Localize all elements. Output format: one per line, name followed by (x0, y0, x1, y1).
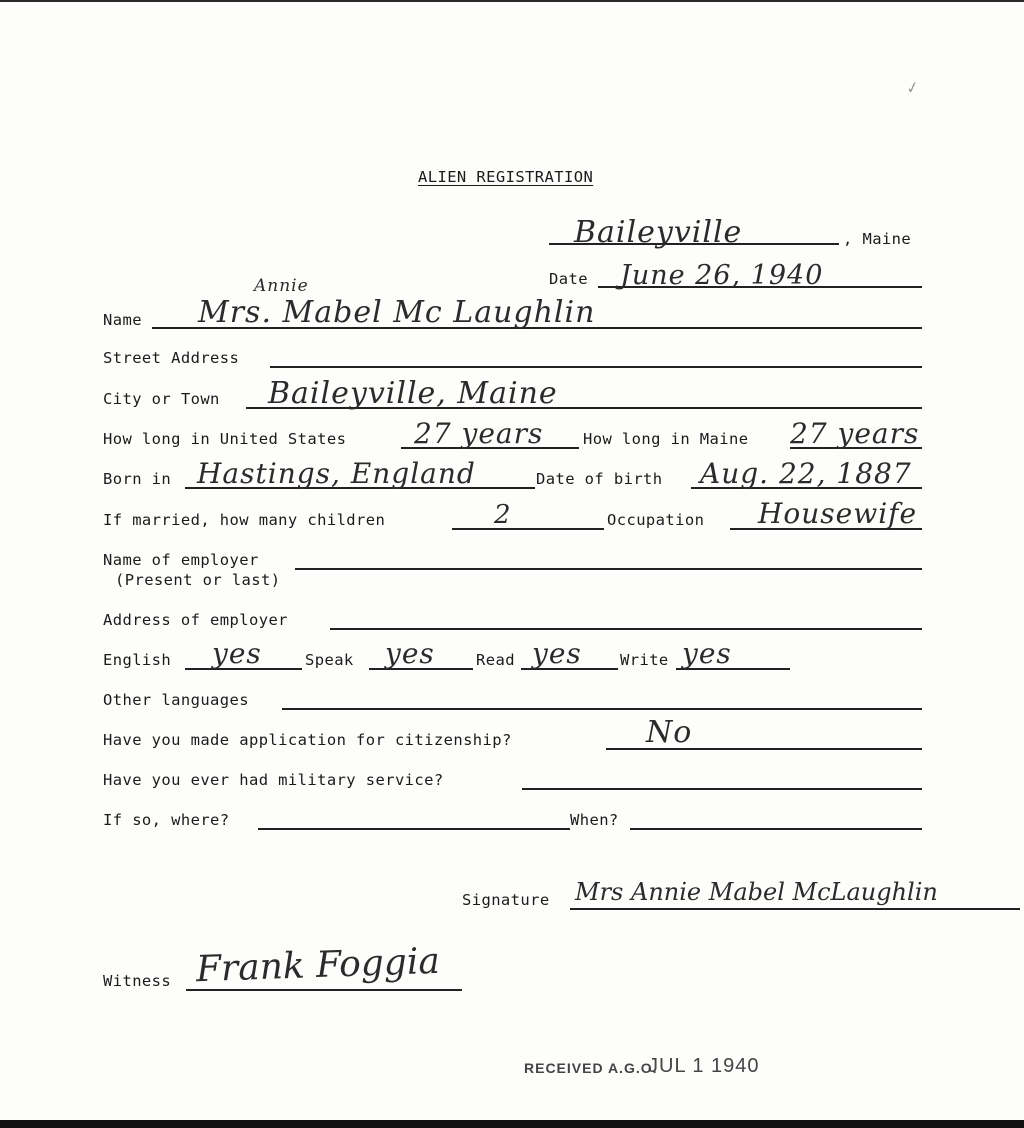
how-long-maine-entry: 27 years (790, 417, 920, 450)
children-entry: 2 (494, 500, 512, 530)
received-stamp-date: JUL 1 1940 (648, 1055, 760, 1077)
dob-entry: Aug. 22, 1887 (700, 457, 912, 490)
city-entry: Baileyville, Maine (268, 376, 558, 411)
how-long-us-entry: 27 years (414, 417, 544, 450)
write-entry: yes (682, 637, 732, 670)
how-long-us-label: How long in United States (103, 430, 347, 448)
town-entry: Baileyville (574, 215, 743, 250)
employer-sub-label: (Present or last) (115, 571, 281, 589)
military-line (522, 788, 922, 790)
born-entry: Hastings, England (197, 457, 476, 490)
when-label: When? (570, 811, 619, 829)
name-insert-entry: Annie (254, 276, 309, 296)
witness-entry: Frank Foggia (195, 940, 441, 991)
employer-label: Name of employer (103, 551, 259, 569)
name-label: Name (103, 311, 142, 329)
received-stamp-label: RECEIVED A.G.O. (524, 1060, 658, 1076)
citizenship-label: Have you made application for citizenship? (103, 731, 512, 749)
date-label: Date (549, 270, 588, 288)
signature-line (570, 908, 1020, 910)
name-entry: Mrs. Mabel Mc Laughlin (198, 295, 596, 330)
form-title: ALIEN REGISTRATION (418, 168, 594, 186)
when-line (630, 828, 922, 830)
state-label: , Maine (843, 230, 912, 248)
read-label: Read (476, 651, 515, 669)
citizenship-entry: No (646, 715, 693, 750)
military-label: Have you ever had military service? (103, 771, 444, 789)
english-entry: yes (212, 637, 262, 670)
employer-address-line (330, 628, 922, 630)
occupation-label: Occupation (607, 511, 705, 529)
check-mark-icon: ✓ (904, 76, 922, 99)
where-line (258, 828, 570, 830)
signature-entry: Mrs Annie Mabel McLaughlin (575, 878, 938, 906)
write-label: Write (620, 651, 669, 669)
bottom-border (0, 1120, 1024, 1128)
top-border (0, 0, 1024, 2)
occupation-entry: Housewife (758, 497, 918, 530)
city-label: City or Town (103, 390, 220, 408)
speak-label: Speak (305, 651, 354, 669)
speak-entry: yes (385, 637, 435, 670)
witness-line (186, 989, 462, 991)
street-label: Street Address (103, 349, 240, 367)
street-line (270, 366, 922, 368)
where-label: If so, where? (103, 811, 230, 829)
other-languages-label: Other languages (103, 691, 249, 709)
born-label: Born in (103, 470, 172, 488)
how-long-maine-label: How long in Maine (583, 430, 749, 448)
witness-label: Witness (103, 972, 172, 990)
signature-label: Signature (462, 891, 550, 909)
employer-address-label: Address of employer (103, 611, 288, 629)
children-label: If married, how many children (103, 511, 386, 529)
other-languages-line (282, 708, 922, 710)
date-entry: June 26, 1940 (620, 260, 824, 291)
english-label: English (103, 651, 172, 669)
children-line (452, 528, 604, 530)
read-entry: yes (532, 637, 582, 670)
dob-label: Date of birth (536, 470, 663, 488)
employer-line (295, 568, 922, 570)
